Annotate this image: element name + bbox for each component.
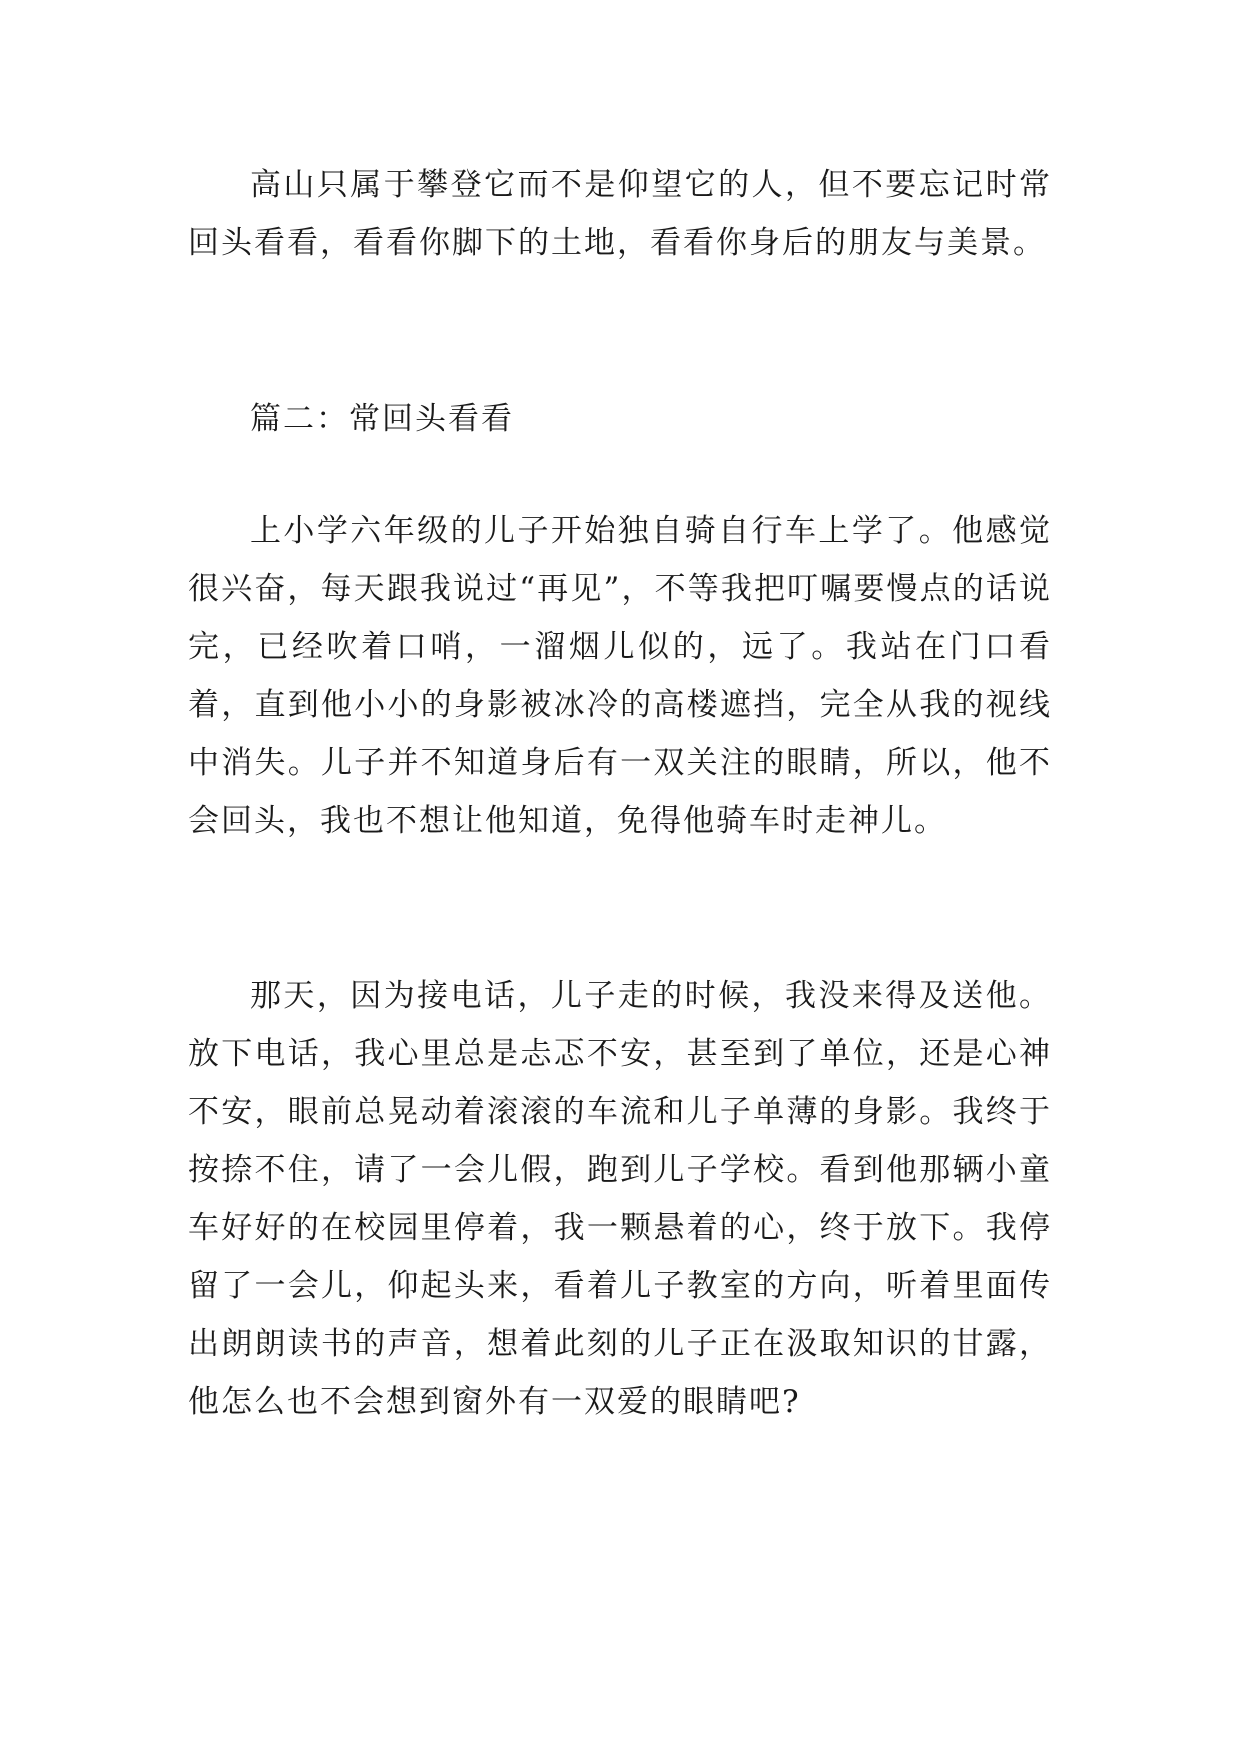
intro-paragraph: 高山只属于攀登它而不是仰望它的人，但不要忘记时常回头看看，看看你脚下的土地，看看你身后的朋友与美景。 — [188, 167, 1052, 261]
body-paragraph-2: 那天，因为接电话，儿子走的时候，我没来得及送他。放下电话，我心里总是忐忑不安，甚至到了单位，还是心神不安，眼前总晃动着滚滚的车流和儿子单薄的身影。我终于按捺不住，请了一会儿假，跑到儿子学校。看到他那辆小童车好好的在校园里停着，我一颗悬着的心，终于放下。我停留了一会儿，仰起头来，看着儿子教室的方向，听着里面传出朗朗读书的声音，想着此刻的儿子正在汲取知识的甘露，他怎么也不会想到窗外有一双爱的眼睛吧? — [188, 978, 1052, 1420]
section-heading: 篇二：常回头看看 — [250, 401, 514, 437]
body-paragraph-1: 上小学六年级的儿子开始独自骑自行车上学了。他感觉很兴奋，每天跟我说过“再见”，不等我把叮嘱要慢点的话说完，已经吹着口哨，一溜烟儿似的，远了。我站在门口看着，直到他小小的身影被冰冷的高楼遮挡，完全从我的视线中消失。儿子并不知道身后有一双关注的眼睛，所以，他不会回头，我也不想让他知道，免得他骑车时走神儿。 — [188, 513, 1052, 839]
